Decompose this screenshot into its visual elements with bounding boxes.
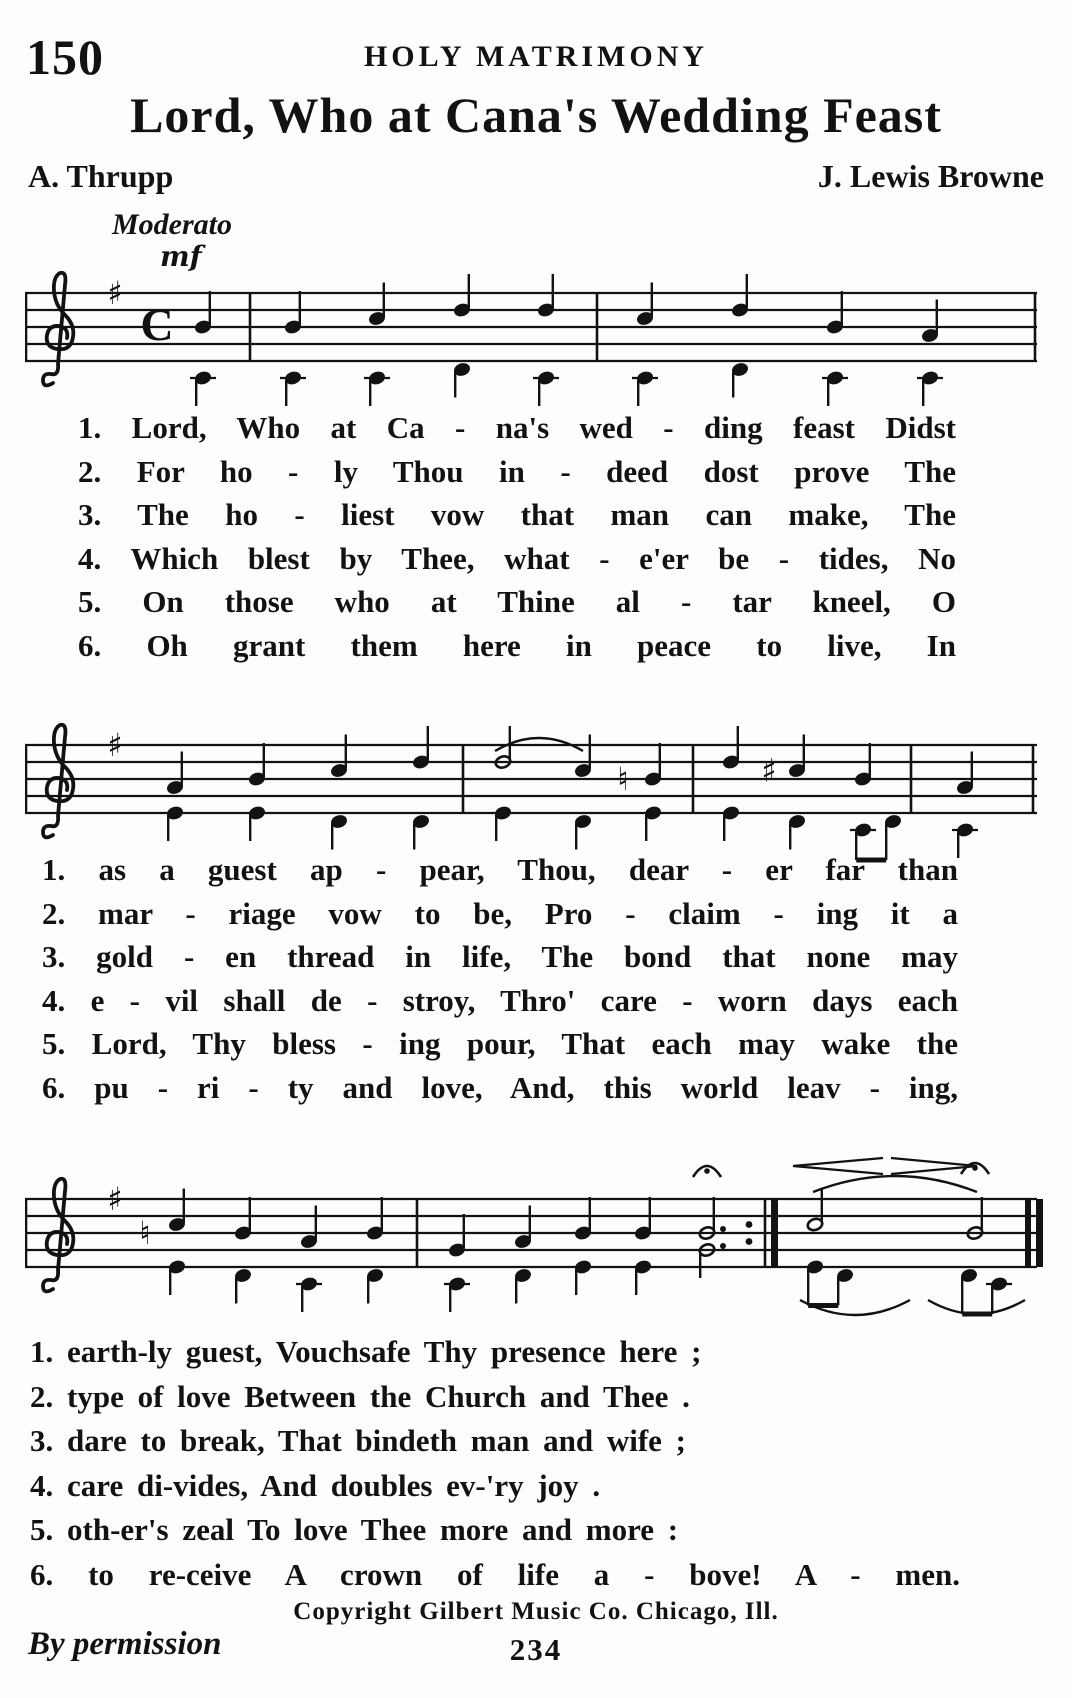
permission-note: By permission bbox=[28, 1626, 222, 1662]
composer-name: J. Lewis Browne bbox=[817, 158, 1044, 194]
verse-line: 3. gold - en thread in life, The bond that none may bbox=[42, 939, 958, 974]
music-staff-2 bbox=[25, 678, 1045, 868]
verse-line: 2. For ho - ly Thou in - deed dost prove The bbox=[78, 453, 956, 489]
music-staff-1 bbox=[25, 228, 1045, 408]
verse-block-1 bbox=[78, 406, 956, 667]
page-number: 234 bbox=[509, 1632, 563, 1667]
svg-text:♯: ♯ bbox=[107, 1180, 123, 1218]
verse-line: 6. Oh grant them here in peace to live, In bbox=[78, 627, 956, 663]
verse-line: 1. earth-ly guest, Vouchsafe Thy presence here ; bbox=[30, 1334, 702, 1369]
svg-text:♮: ♮ bbox=[617, 760, 629, 798]
verse-line: 2. type of love Between the Church and Thee . bbox=[30, 1378, 690, 1414]
verse-line: 5. oth-er's zeal To love Thee more and more : bbox=[30, 1512, 679, 1547]
copyright-notice: Copyright Gilbert Music Co. Chicago, Ill. bbox=[293, 1598, 779, 1625]
verse-block-2 bbox=[42, 848, 958, 1109]
verse-line: 4. e - vil shall de - stroy, Thro' care - worn days each bbox=[42, 982, 958, 1018]
svg-text:C: C bbox=[140, 299, 174, 350]
svg-text:♮: ♮ bbox=[139, 1214, 151, 1252]
verse-line: 3. The ho - liest vow that man can make, The bbox=[78, 497, 956, 532]
verse-line: 4. care di-vides, And doubles ev-'ry joy . bbox=[30, 1467, 601, 1503]
verse-line: 5. On those who at Thine al - tar kneel, O bbox=[78, 584, 956, 619]
svg-text:♯: ♯ bbox=[761, 751, 777, 790]
music-staff-3 bbox=[25, 1122, 1045, 1322]
page-title: Lord, Who at Cana's Wedding Feast bbox=[130, 87, 942, 143]
hymn-number: 150 bbox=[26, 29, 104, 85]
lyricist-name: A. Thrupp bbox=[28, 158, 174, 194]
tempo-marking: Moderato bbox=[112, 208, 232, 241]
verse-line: 1. as a guest ap - pear, Thou, dear - er far than bbox=[42, 852, 958, 887]
verse-line-amen: 6. to re-ceive A crown of life a - bove! A - men. bbox=[30, 1556, 960, 1592]
svg-text:♯: ♯ bbox=[107, 726, 123, 764]
verse-line: 1. Lord, Who at Ca - na's wed - ding feast Didst bbox=[78, 410, 956, 445]
verse-block-3 bbox=[30, 1330, 960, 1597]
byline bbox=[28, 158, 1044, 195]
verse-line: 4. Which blest by Thee, what - e'er be - tides, No bbox=[78, 540, 956, 576]
verse-line: 3. dare to break, That bindeth man and wife ; bbox=[30, 1423, 687, 1458]
verse-line: 5. Lord, Thy bless - ing pour, That each may wake the bbox=[42, 1026, 958, 1061]
section-heading: HOLY MATRIMONY bbox=[363, 40, 709, 73]
verse-line: 2. mar - riage vow to be, Pro - claim - ing it a bbox=[42, 895, 958, 931]
svg-text:♯: ♯ bbox=[107, 274, 123, 312]
verse-line: 6. pu - ri - ty and love, And, this world leav - ing, bbox=[42, 1069, 958, 1105]
dynamic-marking: mf bbox=[160, 240, 202, 273]
